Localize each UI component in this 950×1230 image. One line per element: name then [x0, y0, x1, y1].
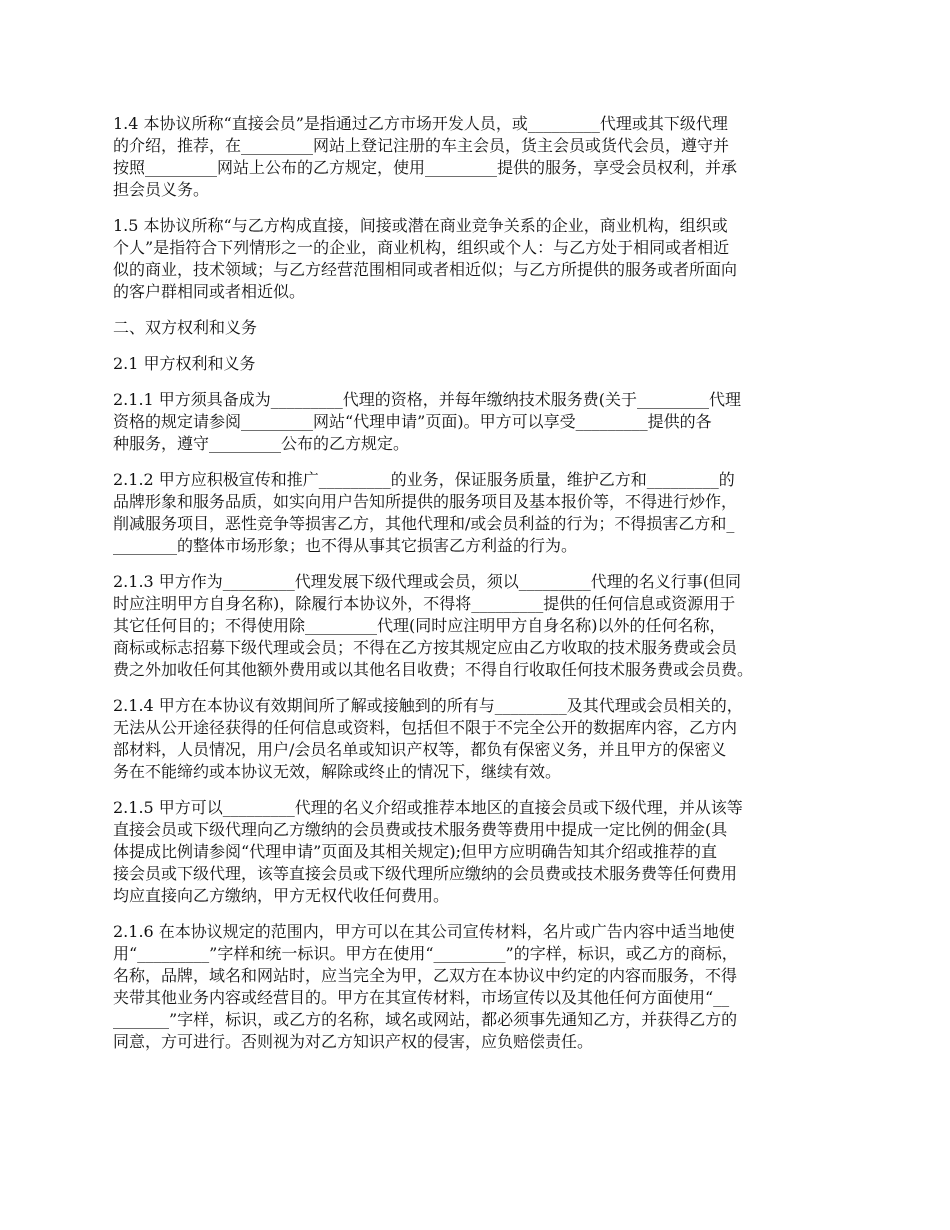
text-line: 接会员或下级代理，该等直接会员或下级代理所应缴纳的会员费或技术服务费等任何费用 — [113, 864, 738, 883]
paragraph-2-1-6 — [113, 921, 848, 1053]
paragraph-2-1-2 — [113, 469, 848, 557]
text-line: 部材料，人员情况，用户/会员名单或知识产权等，都负有保密义务，并且甲方的保密义 — [113, 740, 727, 759]
paragraph-2-1-5 — [113, 797, 848, 907]
text-line: 2.1.5 甲方可以_________代理的名义介绍或推荐本地区的直接会员或下级代理，并从该等 — [113, 798, 743, 817]
text-line: 直接会员或下级代理向乙方缴纳的会员费或技术服务费等费用中提成一定比例的佣金(具 — [113, 820, 728, 839]
text-line: 1.4 本协议所称“直接会员”是指通过乙方市场开发人员，或_________代理或其下级代理 — [113, 114, 728, 133]
text-line: ________的整体市场形象；也不得从事其它损害乙方利益的行为。 — [113, 536, 578, 555]
text-line: 个人”是指符合下列情形之一的企业，商业机构，组织或个人：与乙方处于相同或者相近 — [113, 238, 730, 257]
text-line: 2.1.6 在本协议规定的范围内，甲方可以在其公司宣传材料，名片或广告内容中适当地使 — [113, 922, 735, 941]
text-line: _______”字样，标识，或乙方的名称，域名或网站，都必须事先通知乙方，并获得乙方的 — [113, 1010, 738, 1029]
text-line: 似的商业，技术领域；与乙方经营范围相同或者相近似；与乙方所提供的服务或者所面向 — [113, 260, 738, 279]
text-line: 无法从公开途径获得的任何信息或资料，包括但不限于不完全公开的数据库内容，乙方内 — [113, 718, 738, 737]
text-line: 2.1.3 甲方作为_________代理发展下级代理或会员，须以_________代理的名义行事(但同 — [113, 572, 742, 591]
text-line: 的客户群相同或者相近似。 — [113, 282, 306, 301]
text-line: 2.1.1 甲方须具备成为_________代理的资格，并每年缴纳技术服务费(关于_________代理 — [113, 390, 742, 409]
paragraph-1-4 — [113, 113, 848, 201]
document-page — [113, 113, 848, 1067]
subsection-heading-party-a — [113, 353, 848, 375]
section-heading-rights-obligations — [113, 317, 848, 339]
text-line: 1.5 本协议所称“与乙方构成直接，间接或潜在商业竞争关系的企业，商业机构，组织或 — [113, 216, 728, 235]
text-line: 商标或标志招募下级代理或会员；不得在乙方按其规定应由乙方收取的技术服务费或会员 — [113, 638, 738, 657]
paragraph-2-1-3 — [113, 571, 848, 681]
text-line: 2.1.4 甲方在本协议有效期间所了解或接触到的所有与_________及其代理或会员相关的， — [113, 696, 743, 715]
text-line: 同意，方可进行。否则视为对乙方知识产权的侵害，应负赔偿责任。 — [113, 1032, 594, 1051]
text-line: 用“_________”字样和统一标识。甲方在使用“_________”的字样，标识，或乙方的商标， — [113, 944, 738, 963]
text-line: 夹带其他业务内容或经营目的。甲方在其宣传材料，市场宣传以及其他任何方面使用“__ — [113, 988, 730, 1007]
text-line: 种服务，遵守_________公布的乙方规定。 — [113, 434, 410, 453]
text-line: 务在不能缔约或本协议无效，解除或终止的情况下，继续有效。 — [113, 762, 562, 781]
text-line: 费之外加收任何其他额外费用或以其他名目收费；不得自行收取任何技术服务费或会员费。 — [113, 660, 754, 679]
text-line: 按照_________网站上公布的乙方规定，使用_________提供的服务，享受会员权利，并承 — [113, 158, 738, 177]
text-line: 资格的规定请参阅_________网站“代理申请”页面)。甲方可以享受_________提供的各 — [113, 412, 712, 431]
paragraph-1-5 — [113, 215, 848, 303]
text-line: 品牌形象和服务品质，如实向用户告知所提供的服务项目及基本报价等，不得进行炒作， — [113, 492, 738, 511]
paragraph-2-1-1 — [113, 389, 848, 455]
text-line: 其它任何目的；不得使用除_________代理(同时应注明甲方自身名称)以外的任何名称， — [113, 616, 726, 635]
text-line: 二、双方权利和义务 — [113, 318, 258, 337]
text-line: 2.1.2 甲方应积极宣传和推广_________的业务，保证服务质量，维护乙方和_________的 — [113, 470, 735, 489]
text-line: 2.1 甲方权利和义务 — [113, 354, 256, 373]
text-line: 削减服务项目，恶性竞争等损害乙方，其他代理和/或会员利益的行为；不得损害乙方和_ — [113, 514, 735, 533]
text-line: 体提成比例请参阅“代理申请”页面及其相关规定);但甲方应明确告知其介绍或推荐的直 — [113, 842, 717, 861]
text-line: 担会员义务。 — [113, 180, 210, 199]
paragraph-2-1-4 — [113, 695, 848, 783]
text-line: 的介绍，推荐，在_________网站上登记注册的车主会员，货主会员或货代会员，遵守并 — [113, 136, 730, 155]
text-line: 时应注明甲方自身名称)，除履行本协议外，不得将_________提供的任何信息或资源用于 — [113, 594, 736, 613]
text-line: 名称，品牌，域名和网站时，应当完全为甲，乙双方在本协议中约定的内容而服务，不得 — [113, 966, 738, 985]
text-line: 均应直接向乙方缴纳，甲方无权代收任何费用。 — [113, 886, 450, 905]
